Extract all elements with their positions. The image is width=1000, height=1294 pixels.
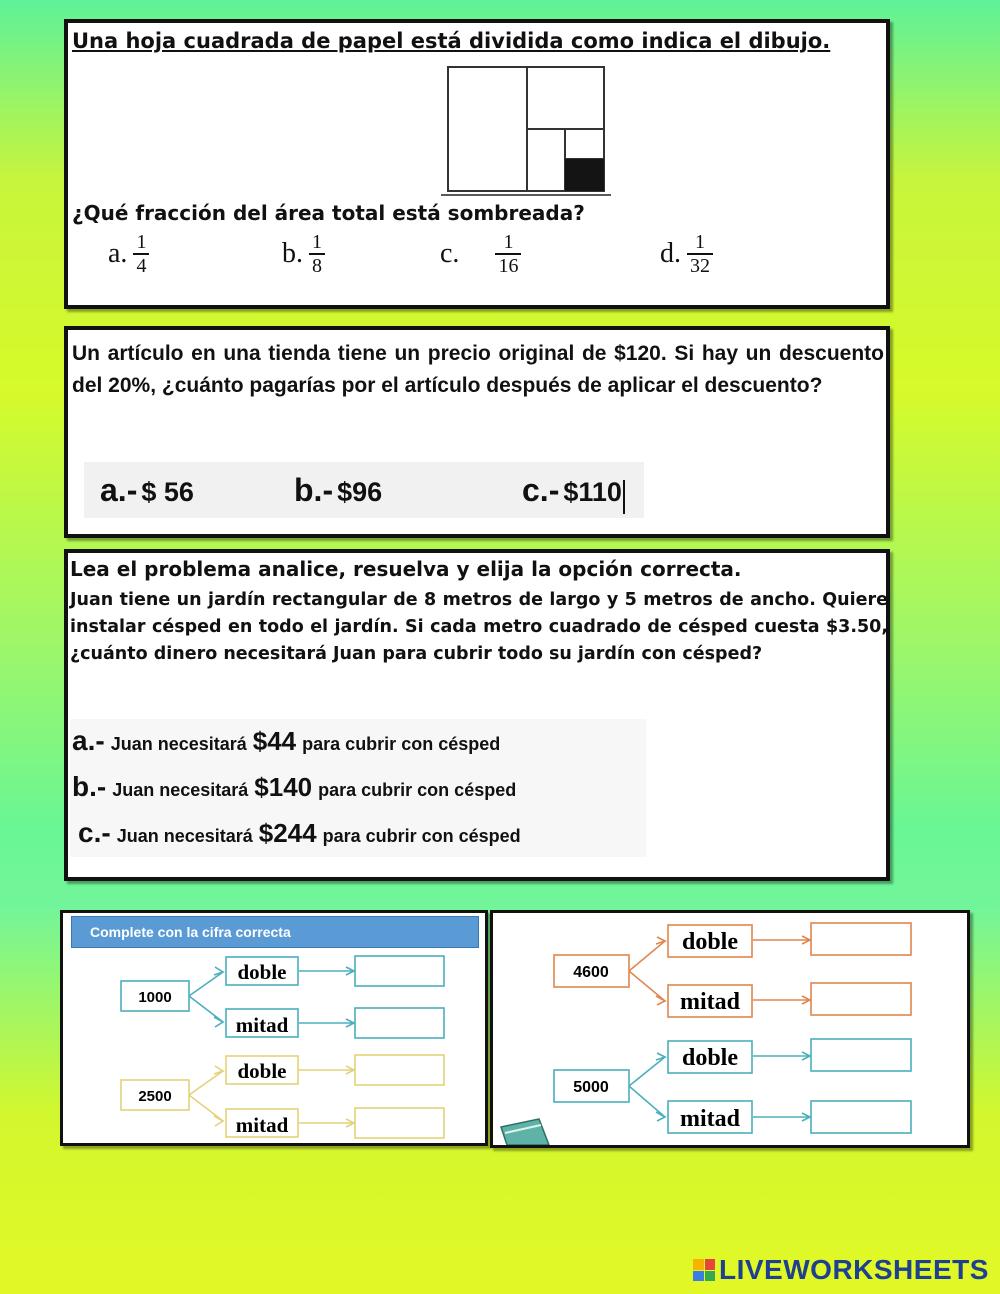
fraction: $\frac{1}{32}$ — [687, 231, 713, 277]
mitad-label: mitad — [680, 1106, 740, 1132]
fraction: $\frac{1}{16}$ — [495, 231, 521, 277]
answer-box-1000-mitad[interactable] — [355, 1008, 444, 1038]
liveworksheets-logo — [693, 1254, 989, 1286]
fraction: $\frac{1}{8}$ — [309, 231, 325, 277]
answer-box-4600-doble[interactable] — [811, 923, 911, 955]
number-2500: 2500 — [138, 1088, 172, 1105]
book-icon — [501, 1119, 549, 1145]
number-1000: 1000 — [138, 989, 172, 1006]
q1-title: Una hoja cuadrada de papel está dividida como indica el dibujo. — [72, 29, 831, 53]
q3-text: Juan tiene un jardín rectangular de 8 metros de largo y 5 metros de ancho. Quiere instalar césped en todo el jardín. Si cada metro cuadrado de césped cuesta $3.50, ¿cuánto dinero necesitará Juan para cubrir todo su jardín con césped? — [70, 590, 888, 664]
question-3-card — [64, 549, 890, 881]
answer-box-4600-mitad[interactable] — [811, 983, 911, 1015]
mitad-label: mitad — [235, 1013, 289, 1037]
doubles-halves-right-card — [490, 910, 970, 1148]
answer-box-2500-mitad[interactable] — [355, 1108, 444, 1138]
number-5000: 5000 — [573, 1079, 609, 1096]
q3-option-c[interactable]: c.- Juan necesitará $244 para cubrir con césped — [78, 817, 521, 848]
shaded-region — [565, 159, 604, 191]
mitad-label: mitad — [680, 989, 740, 1015]
logo-text: LIVEWORKSHEETS — [719, 1254, 989, 1285]
answer-box-5000-mitad[interactable] — [811, 1101, 911, 1133]
answer-box-2500-doble[interactable] — [355, 1055, 444, 1085]
q2-option-c[interactable]: c.- $110 — [522, 472, 625, 514]
fraction: $\frac{1}{4}$ — [133, 231, 149, 277]
doble-label: doble — [681, 1045, 739, 1071]
doble-label: doble — [681, 929, 739, 955]
q2-option-a[interactable]: a.- $ 56 — [100, 472, 194, 508]
q3-options — [70, 719, 646, 857]
q2-text: Un artículo en una tienda tiene un precio original de $120. Si hay un descuento del 20%, ¿cuánto pagarías por el artículo después de aplicar el descuento? — [72, 342, 884, 397]
question-1-card — [64, 19, 890, 309]
q3-option-b[interactable]: b.- Juan necesitará $140 para cubrir con césped — [72, 771, 517, 802]
answer-box-5000-doble[interactable] — [811, 1039, 911, 1071]
doble-label: doble — [237, 1059, 287, 1083]
question-2-card — [64, 326, 890, 538]
right-diagram — [493, 913, 967, 1145]
q1-option-d[interactable]: d. $\frac{1}{32}$ — [660, 231, 713, 277]
doble-label: doble — [237, 960, 287, 984]
q1-option-c[interactable]: c. $\frac{1}{16}$ — [440, 231, 521, 277]
q3-title: Lea el problema analice, resuelva y elija la opción correcta. — [70, 557, 742, 581]
q1-option-a[interactable]: a. $\frac{1}{4}$ — [108, 231, 149, 277]
logo-icon — [693, 1259, 715, 1281]
mitad-label: mitad — [235, 1113, 289, 1137]
answer-box-1000-doble[interactable] — [355, 956, 444, 986]
number-4600: 4600 — [573, 964, 609, 981]
q2-options — [84, 462, 644, 518]
doubles-halves-left-card — [60, 910, 488, 1146]
q3-option-a[interactable]: a.- Juan necesitará $44 para cubrir con césped — [72, 725, 501, 756]
q1-option-b[interactable]: b. $\frac{1}{8}$ — [282, 231, 325, 277]
q1-question: ¿Qué fracción del área total está sombreada? — [72, 201, 585, 225]
divided-square-figure — [441, 59, 611, 199]
text-cursor — [623, 480, 625, 514]
instruction-banner: Complete con la cifra correcta — [71, 916, 479, 948]
left-diagram — [63, 913, 485, 1143]
q2-option-b[interactable]: b.- $96 — [294, 472, 383, 508]
